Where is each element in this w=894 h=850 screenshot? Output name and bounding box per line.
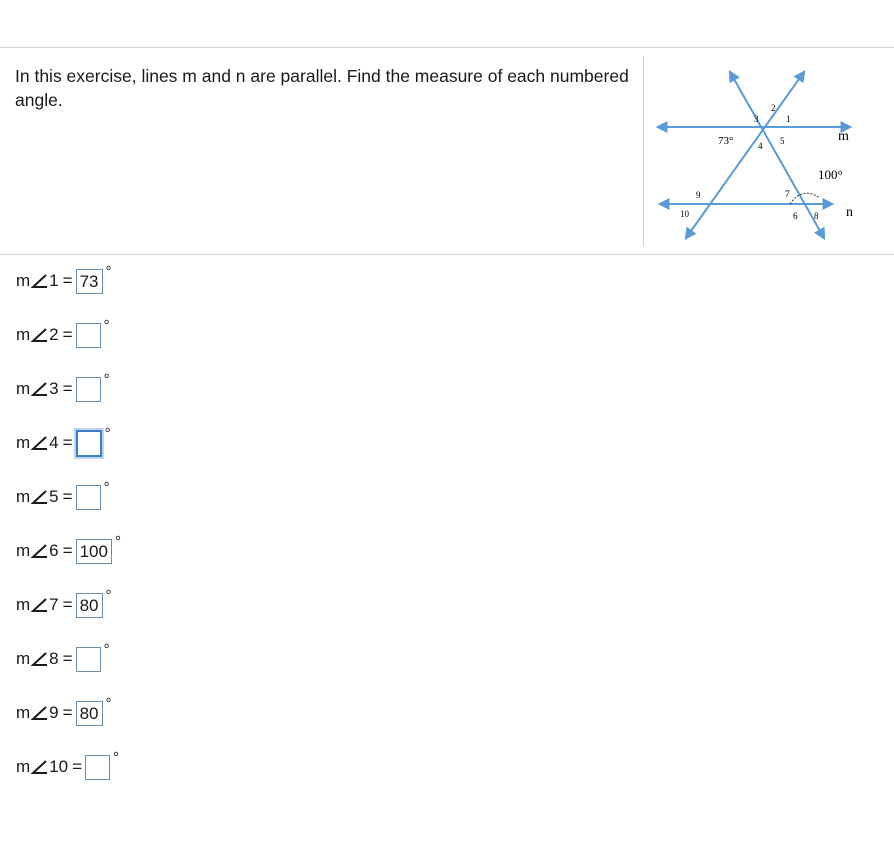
angle-number: 1 <box>49 271 59 290</box>
angle-icon <box>31 382 48 397</box>
degree-symbol: ° <box>105 695 112 712</box>
label-2: 2 <box>771 103 776 113</box>
degree-symbol: ° <box>105 263 112 280</box>
degree-symbol: ° <box>105 587 112 604</box>
measure-prefix: m <box>16 325 31 344</box>
label-5: 5 <box>780 136 785 146</box>
arc-100 <box>790 193 820 204</box>
angle-number: 6 <box>49 541 59 560</box>
equals-sign: = <box>62 595 73 614</box>
angle-number: 9 <box>49 703 59 722</box>
angle-number: 4 <box>49 433 59 452</box>
angle-3-input[interactable] <box>76 377 101 402</box>
equals-sign: = <box>62 325 73 344</box>
parallel-lines-figure <box>650 58 890 248</box>
label-6: 6 <box>793 211 798 221</box>
angle-7-input[interactable]: 80 <box>76 593 103 618</box>
equals-sign: = <box>62 271 73 290</box>
label-3: 3 <box>754 114 759 124</box>
angle-label-1 <box>16 271 76 291</box>
measure-prefix: m <box>16 487 31 506</box>
equals-sign: = <box>62 649 73 668</box>
angle-label-3 <box>16 379 76 399</box>
measure-prefix: m <box>16 379 31 398</box>
angle-icon <box>31 328 48 343</box>
question-prompt: In this exercise, lines m and n are parallel. Find the measure of each numbered angle. <box>15 66 629 110</box>
label-m: m <box>838 129 849 144</box>
equals-sign: = <box>62 541 73 560</box>
angle-label-5 <box>16 487 76 507</box>
equals-sign: = <box>72 757 83 776</box>
angle-number: 5 <box>49 487 59 506</box>
answer-row-2 <box>16 317 110 350</box>
angle-icon <box>31 436 48 451</box>
angle-number: 7 <box>49 595 59 614</box>
answer-row-9 <box>16 695 112 728</box>
measure-prefix: m <box>16 433 31 452</box>
angle-number: 10 <box>49 757 69 776</box>
angle-label-2 <box>16 325 76 345</box>
top-divider <box>0 47 894 48</box>
angle-icon <box>31 598 48 613</box>
degree-symbol: ° <box>103 479 110 496</box>
angle-number: 3 <box>49 379 59 398</box>
degree-symbol: ° <box>113 749 120 766</box>
angle-icon <box>31 274 48 289</box>
label-n: n <box>846 205 853 220</box>
angle-label-4 <box>16 433 76 453</box>
angle-5-input[interactable] <box>76 485 101 510</box>
label-73: 73° <box>718 135 734 147</box>
label-1: 1 <box>786 114 791 124</box>
label-100: 100° <box>818 167 843 182</box>
angle-icon <box>31 652 48 667</box>
angle-2-input[interactable] <box>76 323 101 348</box>
degree-symbol: ° <box>103 317 110 334</box>
angle-6-input[interactable]: 100 <box>76 539 112 564</box>
degree-symbol: ° <box>103 371 110 388</box>
angle-8-input[interactable] <box>76 647 101 672</box>
degree-symbol: ° <box>103 641 110 658</box>
angle-icon <box>31 544 48 559</box>
answer-row-8 <box>16 641 110 674</box>
angle-label-7 <box>16 595 76 615</box>
angle-label-9 <box>16 703 76 723</box>
answer-row-1 <box>16 263 112 296</box>
measure-prefix: m <box>16 541 31 560</box>
answer-row-7 <box>16 587 112 620</box>
angle-4-input[interactable] <box>76 430 102 457</box>
equals-sign: = <box>62 487 73 506</box>
figure-divider <box>643 56 644 246</box>
label-4: 4 <box>758 141 763 151</box>
angle-number: 2 <box>49 325 59 344</box>
angle-label-10 <box>16 757 85 777</box>
label-9: 9 <box>696 190 701 200</box>
measure-prefix: m <box>16 649 31 668</box>
angle-icon <box>31 760 48 775</box>
answer-row-5 <box>16 479 110 512</box>
label-10: 10 <box>680 209 689 219</box>
label-8: 8 <box>814 211 819 221</box>
angle-label-8 <box>16 649 76 669</box>
answer-row-4 <box>16 425 111 458</box>
angle-icon <box>31 490 48 505</box>
mid-divider <box>0 254 894 255</box>
equals-sign: = <box>62 433 73 452</box>
answer-row-10 <box>16 749 120 782</box>
angle-label-6 <box>16 541 76 561</box>
equals-sign: = <box>62 703 73 722</box>
angle-number: 8 <box>49 649 59 668</box>
label-7: 7 <box>785 189 790 199</box>
angle-10-input[interactable] <box>85 755 110 780</box>
degree-symbol: ° <box>104 425 111 442</box>
answer-row-6 <box>16 533 121 566</box>
measure-prefix: m <box>16 271 31 290</box>
angle-9-input[interactable]: 80 <box>76 701 103 726</box>
measure-prefix: m <box>16 595 31 614</box>
measure-prefix: m <box>16 703 31 722</box>
degree-symbol: ° <box>114 533 121 550</box>
measure-prefix: m <box>16 757 31 776</box>
angle-1-input[interactable]: 73 <box>76 269 103 294</box>
equals-sign: = <box>62 379 73 398</box>
answer-row-3 <box>16 371 110 404</box>
angle-icon <box>31 706 48 721</box>
